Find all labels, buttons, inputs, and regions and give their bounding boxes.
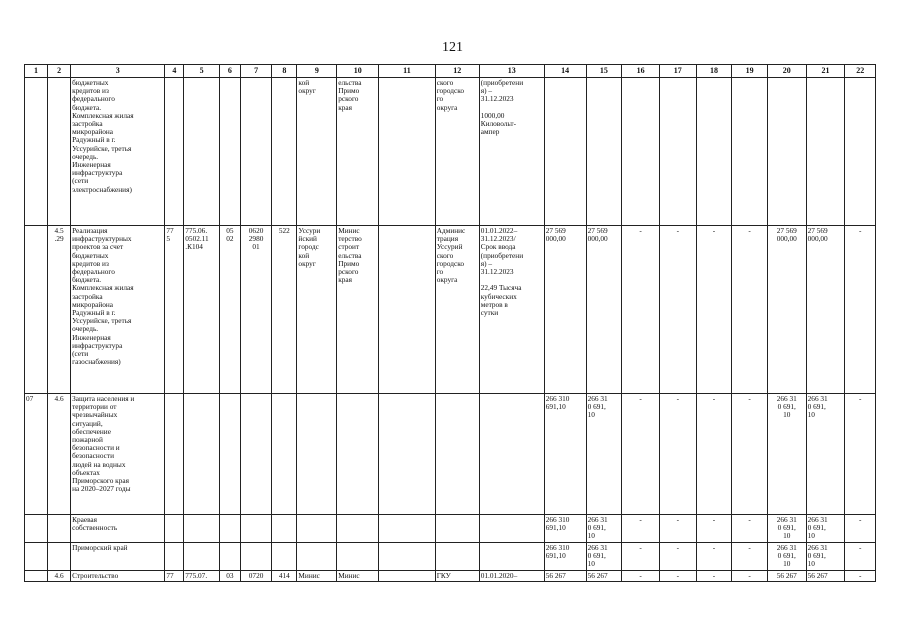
table-cell xyxy=(379,543,436,571)
table-cell xyxy=(25,515,48,543)
table-cell xyxy=(806,78,845,226)
table-cell: Защита населения и территории от чрезвычайных ситуаций, обеспечение пожарной безопасности и безопасности людей на водных объектах Приморского края на 2020–2027 годы xyxy=(71,394,165,515)
table-row xyxy=(25,571,876,582)
table-cell: 266 31 0 691, 10 xyxy=(767,394,806,515)
column-header: 13 xyxy=(479,65,544,78)
table-cell: - xyxy=(845,543,876,571)
table-cell: - xyxy=(845,571,876,582)
table-row xyxy=(25,226,876,394)
table-cell xyxy=(435,515,479,543)
table-cell: 01.01.2020– xyxy=(479,571,544,582)
table-cell xyxy=(165,515,184,543)
table-cell: Уссури йский городс кой округ xyxy=(297,226,337,394)
column-header: 20 xyxy=(767,65,806,78)
table-cell: 56 267 xyxy=(586,571,622,582)
table-cell: - xyxy=(732,571,768,582)
table-cell xyxy=(165,543,184,571)
table-cell: 266 31 0 691, 10 xyxy=(767,515,806,543)
column-header: 22 xyxy=(845,65,876,78)
table-cell xyxy=(48,543,71,571)
table-cell: - xyxy=(696,394,732,515)
table-cell: Минис xyxy=(297,571,337,582)
table-cell: 0620 2980 01 xyxy=(240,226,271,394)
table-cell: - xyxy=(622,515,660,543)
table-cell xyxy=(240,394,271,515)
table-cell: - xyxy=(732,226,768,394)
table-cell xyxy=(219,543,240,571)
table-cell xyxy=(696,78,732,226)
table-cell xyxy=(272,394,297,515)
column-header: 7 xyxy=(240,65,271,78)
table-cell xyxy=(435,543,479,571)
table-cell: 266 310 691,10 xyxy=(544,543,586,571)
table-cell xyxy=(25,543,48,571)
table-cell xyxy=(25,78,48,226)
table-cell: 775.07. xyxy=(184,571,220,582)
column-header: 10 xyxy=(337,65,379,78)
column-header: 19 xyxy=(732,65,768,78)
column-header: 3 xyxy=(71,65,165,78)
table-cell xyxy=(297,394,337,515)
table-cell xyxy=(379,515,436,543)
table-cell: 266 31 0 691, 10 xyxy=(806,515,845,543)
column-header: 18 xyxy=(696,65,732,78)
table-cell: - xyxy=(659,515,696,543)
table-cell: Приморский край xyxy=(71,543,165,571)
table-cell: - xyxy=(659,394,696,515)
table-cell: 414 xyxy=(272,571,297,582)
table-cell: - xyxy=(845,394,876,515)
table-cell: 56 267 xyxy=(806,571,845,582)
column-header: 11 xyxy=(379,65,436,78)
table-cell: - xyxy=(732,543,768,571)
table-cell: - xyxy=(845,226,876,394)
table-cell: 77 5 xyxy=(165,226,184,394)
table-cell: - xyxy=(659,226,696,394)
table-cell: - xyxy=(696,515,732,543)
budget-table xyxy=(24,64,876,582)
table-cell xyxy=(48,78,71,226)
table-cell: 266 31 0 691, 10 xyxy=(806,394,845,515)
table-cell: 266 31 0 691, 10 xyxy=(767,543,806,571)
table-cell xyxy=(219,394,240,515)
column-header: 16 xyxy=(622,65,660,78)
table-cell xyxy=(240,78,271,226)
table-cell: 775.06. 0502.11 .К104 xyxy=(184,226,220,394)
table-cell xyxy=(25,226,48,394)
table-cell: - xyxy=(622,226,660,394)
column-header: 1 xyxy=(25,65,48,78)
table-cell xyxy=(479,543,544,571)
table-header-row xyxy=(25,65,876,78)
table-row xyxy=(25,543,876,571)
table-cell: - xyxy=(659,543,696,571)
table-cell xyxy=(337,394,379,515)
table-cell xyxy=(586,78,622,226)
table-cell xyxy=(184,78,220,226)
table-cell: 27 569 000,00 xyxy=(767,226,806,394)
table-cell: Админис трация Уссурий ского городско го округа xyxy=(435,226,479,394)
table-cell xyxy=(544,78,586,226)
table-cell xyxy=(622,78,660,226)
table-cell xyxy=(272,78,297,226)
table-cell xyxy=(184,515,220,543)
table-cell: Краевая собственность xyxy=(71,515,165,543)
table-cell xyxy=(272,543,297,571)
table-cell: - xyxy=(659,571,696,582)
table-cell: 56 267 xyxy=(767,571,806,582)
table-cell: 266 31 0 691, 10 xyxy=(586,515,622,543)
table-cell: 07 xyxy=(25,394,48,515)
table-cell xyxy=(659,78,696,226)
table-cell xyxy=(297,515,337,543)
table-cell: Минис терство строит ельства Примо рского края xyxy=(337,226,379,394)
table-cell: 05 02 xyxy=(219,226,240,394)
table-cell: 266 310 691,10 xyxy=(544,394,586,515)
table-cell xyxy=(337,515,379,543)
table-cell xyxy=(297,543,337,571)
table-cell: 77 xyxy=(165,571,184,582)
table-cell: кой округ xyxy=(297,78,337,226)
table-cell: ельства Примо рского края xyxy=(337,78,379,226)
table-cell: - xyxy=(622,571,660,582)
table-cell: 266 310 691,10 xyxy=(544,515,586,543)
table-cell xyxy=(240,515,271,543)
column-header: 6 xyxy=(219,65,240,78)
table-cell: 27 569 000,00 xyxy=(544,226,586,394)
table-cell xyxy=(165,78,184,226)
table-cell xyxy=(732,78,768,226)
table-row xyxy=(25,78,876,226)
table-cell xyxy=(845,78,876,226)
table-cell xyxy=(767,78,806,226)
table-cell xyxy=(435,394,479,515)
table-cell: - xyxy=(696,571,732,582)
table-cell: 27 569 000,00 xyxy=(806,226,845,394)
table-cell: - xyxy=(696,226,732,394)
column-header: 21 xyxy=(806,65,845,78)
column-header: 17 xyxy=(659,65,696,78)
table-cell: 27 569 000,00 xyxy=(586,226,622,394)
column-header: 9 xyxy=(297,65,337,78)
table-cell xyxy=(219,515,240,543)
table-cell: ГКУ xyxy=(435,571,479,582)
table-cell: 266 31 0 691, 10 xyxy=(586,543,622,571)
page-number: 121 xyxy=(442,40,463,55)
table-cell: 266 31 0 691, 10 xyxy=(806,543,845,571)
table-cell xyxy=(379,78,436,226)
table-cell xyxy=(219,78,240,226)
table-cell: - xyxy=(622,543,660,571)
table-cell xyxy=(379,226,436,394)
table-cell xyxy=(479,515,544,543)
table-cell: 0720 xyxy=(240,571,271,582)
table-cell xyxy=(240,543,271,571)
table-cell: Минис xyxy=(337,571,379,582)
column-header: 4 xyxy=(165,65,184,78)
column-header: 12 xyxy=(435,65,479,78)
table-cell: - xyxy=(732,394,768,515)
table-cell xyxy=(379,394,436,515)
table-cell xyxy=(25,571,48,582)
table-cell: - xyxy=(732,515,768,543)
column-header: 8 xyxy=(272,65,297,78)
table-cell xyxy=(479,394,544,515)
table-cell: 4.6 xyxy=(48,571,71,582)
column-header: 2 xyxy=(48,65,71,78)
table-cell: (приобретени я) – 31.12.2023 1000,00 Киловольт- ампер xyxy=(479,78,544,226)
table-cell: - xyxy=(696,543,732,571)
table-cell: 4.5 .29 xyxy=(48,226,71,394)
table-row xyxy=(25,394,876,515)
table-cell: ского городско го округа xyxy=(435,78,479,226)
table-cell: - xyxy=(845,515,876,543)
table-cell xyxy=(184,543,220,571)
table-cell: 03 xyxy=(219,571,240,582)
column-header: 15 xyxy=(586,65,622,78)
table-cell xyxy=(184,394,220,515)
table-cell: Реализация инфраструктурных проектов за счет бюджетных кредитов из федерального бюджета. Комплексная жилая застройка микрорайона Радужный в г. Уссурийске, третья очередь. Инженерная инфраструктура (сети газоснабжения) xyxy=(71,226,165,394)
table-row xyxy=(25,515,876,543)
table-cell: 266 31 0 691, 10 xyxy=(586,394,622,515)
table-cell: 01.01.2022– 31.12.2023/ Срок ввода (приобретени я) – 31.12.2023 22,49 Тысяча кубических метров в сутки xyxy=(479,226,544,394)
table-cell: 4.6 xyxy=(48,394,71,515)
table-cell xyxy=(379,571,436,582)
table-cell xyxy=(48,515,71,543)
table-cell: 56 267 xyxy=(544,571,586,582)
table-cell: бюджетных кредитов из федерального бюджета. Комплексная жилая застройка микрорайона Радужный в г. Уссурийске, третья очередь. Инженерная инфраструктура (сети электроснабжения) xyxy=(71,78,165,226)
table-cell: Строительство xyxy=(71,571,165,582)
table-cell xyxy=(165,394,184,515)
table-cell: 522 xyxy=(272,226,297,394)
column-header: 14 xyxy=(544,65,586,78)
table-cell xyxy=(272,515,297,543)
column-header: 5 xyxy=(184,65,220,78)
table-cell xyxy=(337,543,379,571)
table-cell: - xyxy=(622,394,660,515)
